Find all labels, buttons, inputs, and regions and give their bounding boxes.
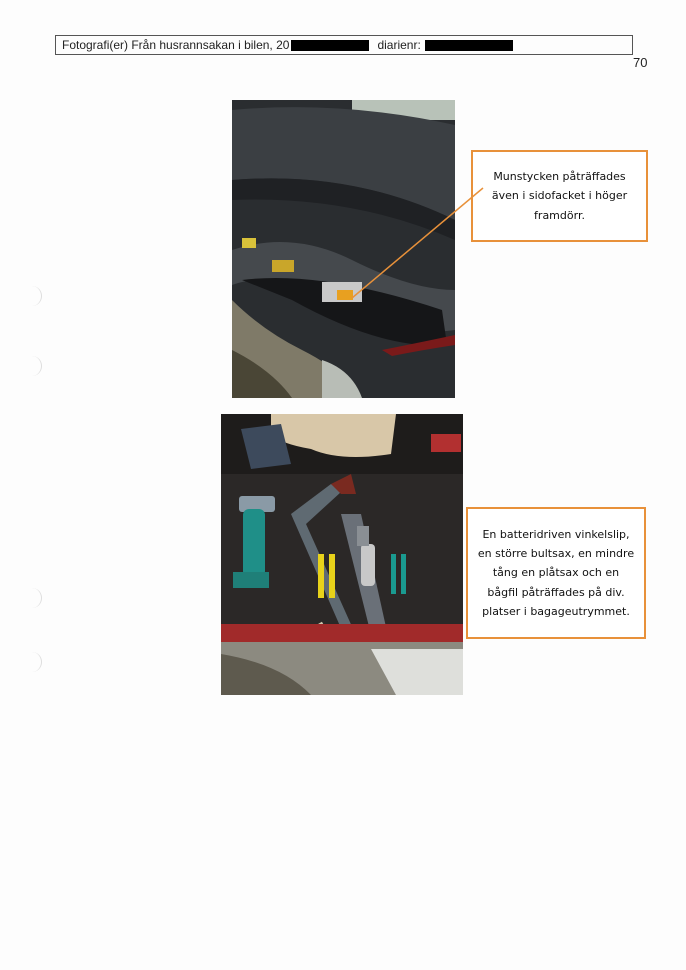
document-header bbox=[55, 35, 633, 55]
photo-trunk-tools bbox=[221, 414, 463, 695]
photo-trunk-tools-image bbox=[221, 414, 463, 695]
page-number: 70 bbox=[633, 55, 648, 70]
callout-trunk-tools: En batteridriven vinkelslip, en större bultsax, en mindre tång en plåtsax och en bågfil påträffades på div. platser i bagageutrymmet. bbox=[466, 507, 646, 639]
callout-door-pocket: Munstycken påträffades även i sidofacket i höger framdörr. bbox=[471, 150, 648, 242]
photo-door-pocket-image bbox=[232, 100, 455, 398]
redaction-bar-year bbox=[291, 40, 369, 51]
photo-door-pocket bbox=[232, 100, 455, 398]
punch-hole-2 bbox=[22, 356, 42, 376]
redaction-bar-diary-number bbox=[425, 40, 513, 51]
header-prefix: Fotografi(er) Från husrannsakan i bilen, 20 bbox=[62, 38, 290, 52]
punch-hole-3 bbox=[22, 588, 42, 608]
diary-label: diarienr: bbox=[377, 38, 421, 52]
punch-hole-4 bbox=[22, 652, 42, 672]
punch-hole-1 bbox=[22, 286, 42, 306]
